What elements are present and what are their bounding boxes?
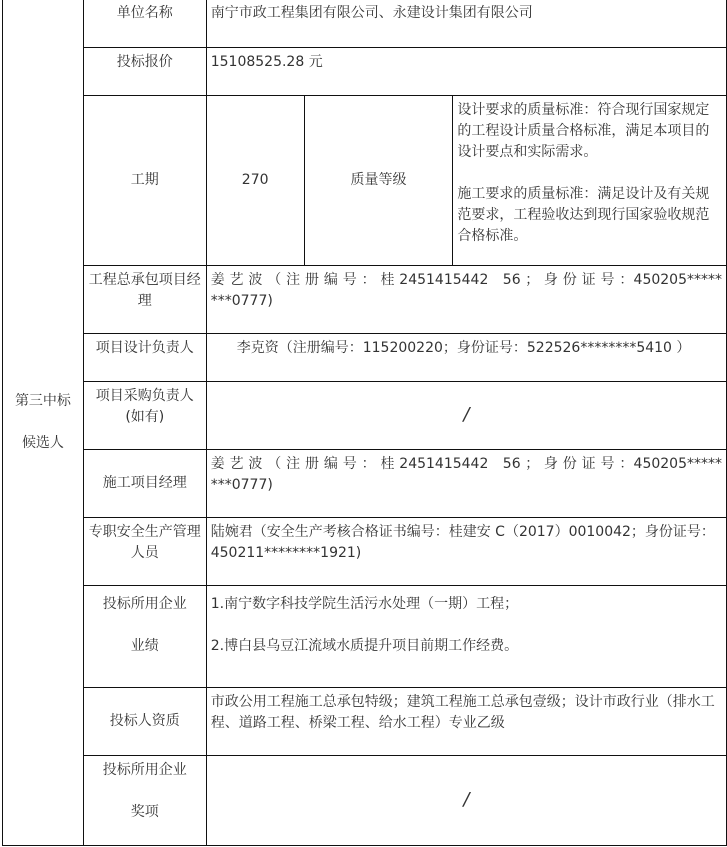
- candidate-rank-cell: [3, 0, 84, 846]
- procurement-lead-slash: /: [463, 404, 470, 425]
- qualification-value: 市政公用工程施工总承包特级；建筑工程施工总承包壹级；设计市政行业（排水工程、道路工程、桥梁工程、给水工程）专业乙级: [206, 688, 726, 756]
- epc-manager-value: 姜 艺 波 （ 注 册 编 号 ： 桂 2451415442 56 ； 身 份 证 号 ：450205********0777): [206, 266, 726, 334]
- row-safety-officer: [3, 518, 727, 586]
- row-bid-price: [3, 48, 727, 96]
- company-label: 单位名称: [83, 0, 206, 48]
- candidate-rank-line1: 第三中标: [14, 393, 71, 409]
- quality-label: 质量等级: [304, 96, 453, 266]
- performance-label: [83, 586, 206, 688]
- qualification-label: 投标人资质: [83, 688, 206, 756]
- row-procurement-lead: [3, 382, 727, 450]
- awards-slash: /: [463, 789, 470, 810]
- performance-list: [206, 586, 726, 688]
- bid-price-value: 15108525.28 元: [206, 48, 726, 96]
- row-qualification: [3, 688, 727, 756]
- row-construction-manager: [3, 450, 727, 518]
- row-duration: [3, 96, 727, 266]
- performance-item: 2.博白县乌豆江流域水质提升项目前期工作经费。: [210, 638, 519, 654]
- awards-label-line2: 奖项: [130, 804, 159, 820]
- quality-value: [453, 96, 727, 266]
- performance-label-line1: 投标所用企业: [102, 596, 187, 612]
- candidate-rank-line2: 候选人: [21, 435, 64, 451]
- procurement-lead-label: 项目采购负责人(如有): [83, 382, 206, 450]
- duration-value: 270: [206, 96, 304, 266]
- performance-item: 1.南宁数字科技学院生活污水处理（一期）工程；: [210, 596, 519, 612]
- epc-manager-label: 工程总承包项目经理: [83, 266, 206, 334]
- quality-construction-standard: 施工要求的质量标准：满足设计及有关规范要求，工程验收达到现行国家验收规范合格标准。: [457, 186, 710, 244]
- safety-officer-value: 陆婉君（安全生产考核合格证书编号：桂建安 C（2017）0010042；身份证号：450211********1921): [206, 518, 726, 586]
- design-lead-label: 项目设计负责人: [83, 334, 206, 382]
- row-design-lead: [3, 334, 727, 382]
- construction-manager-value: 姜 艺 波 （ 注 册 编 号 ： 桂 2451415442 56 ； 身 份 证 号 ：450205********0777): [206, 450, 726, 518]
- row-epc-manager: [3, 266, 727, 334]
- safety-officer-label: 专职安全生产管理人员: [83, 518, 206, 586]
- design-lead-value: 李克资（注册编号：115200220；身份证号：522526********5410 ）: [206, 334, 726, 382]
- row-performance: [3, 586, 727, 688]
- company-value: 南宁市政工程集团有限公司、永建设计集团有限公司: [206, 0, 726, 48]
- quality-design-standard: 设计要求的质量标准：符合现行国家规定的工程设计质量合格标准，满足本项目的设计要点和实际需求。: [457, 102, 710, 160]
- bid-candidate-table: [2, 0, 727, 846]
- duration-label: 工期: [83, 96, 206, 266]
- awards-label-line1: 投标所用企业: [102, 762, 187, 778]
- awards-value: [206, 756, 726, 846]
- construction-manager-label: 施工项目经理: [83, 450, 206, 518]
- row-company: [3, 0, 727, 48]
- row-awards: [3, 756, 727, 846]
- performance-label-line2: 业绩: [130, 638, 159, 654]
- awards-label: [83, 756, 206, 846]
- procurement-lead-value: [206, 382, 726, 450]
- bid-price-label: 投标报价: [83, 48, 206, 96]
